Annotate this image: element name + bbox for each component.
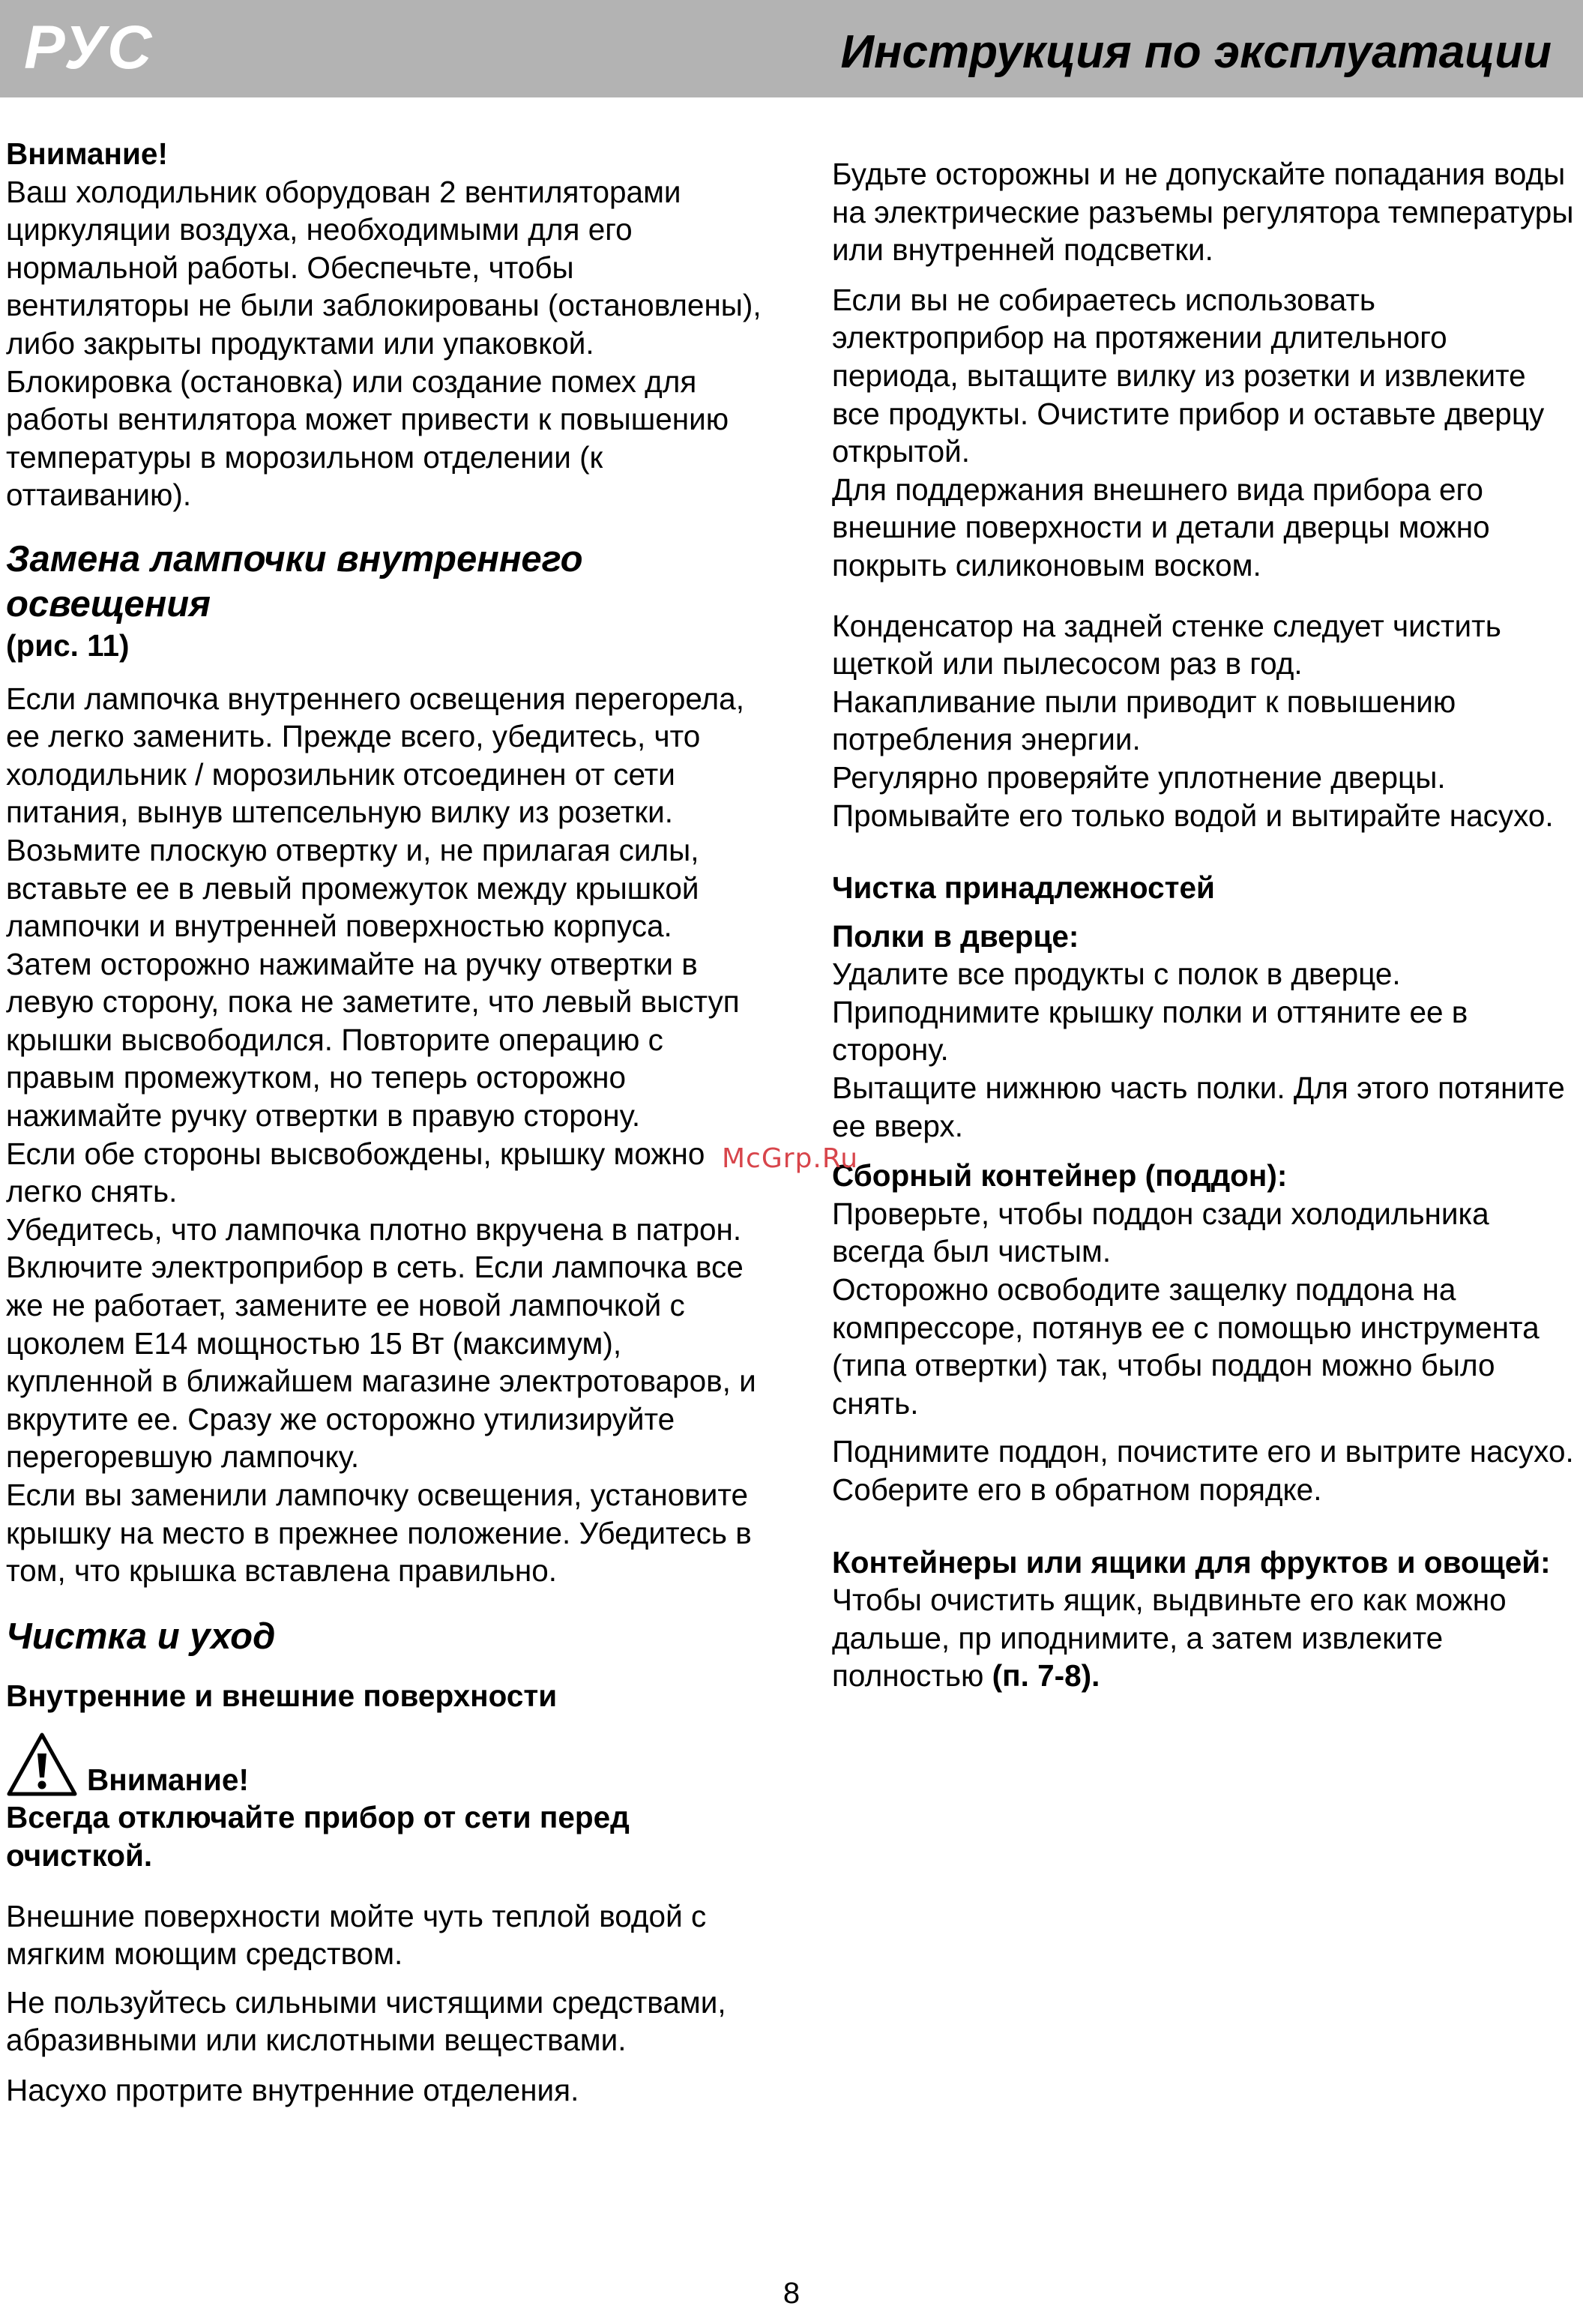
watermark: McGrp.Ru: [722, 1143, 859, 1174]
care-section-heading: Чистка и уход: [6, 1616, 276, 1657]
warning-row: [6, 1731, 763, 1798]
tray-line-2: Осторожно освободите защелку поддона на компрессоре, потянув ее с помощью инструмента (типа отвертки) так, чтобы поддон можно было снять.: [832, 1272, 1540, 1421]
page-number: 8: [783, 2277, 800, 2310]
lamp-paragraph-3: Убедитесь, что лампочка плотно вкручена в патрон. Включите электроприбор в сеть. Если лампочка все же не работает, замените ее новой лампочкой с цоколем E14 мощностью 15 Вт (максимум), купленной в ближайшем магазине электротоваров, и вкрутите ее. Сразу же осторожно утилизируйте перегоревшую лампочку.: [6, 1211, 756, 1475]
bins-paragraph: [832, 1581, 1578, 1695]
dust-paragraph: Накапливание пыли приводит к повышению потребления энергии.: [832, 684, 1456, 757]
outer-surfaces-paragraph: Внешние поверхности мойте чуть теплой водой с мягким моющим средством.: [6, 1898, 707, 1972]
tray-line-3: Поднимите поддон, почистите его и вытрите насухо.: [832, 1434, 1574, 1469]
tray-line-4: Соберите его в обратном порядке.: [832, 1472, 1322, 1507]
door-shelves-line-1: Удалите все продукты с полок в дверце.: [832, 957, 1401, 992]
dry-inside-paragraph: Насухо протрите внутренние отделения.: [6, 2072, 579, 2107]
door-seal-paragraph: Регулярно проверяйте уплотнение дверцы. Промывайте его только водой и вытирайте насухо.: [832, 759, 1554, 833]
bins-figure-ref: (п. 7-8).: [992, 1658, 1100, 1694]
no-harsh-cleaners-paragraph: Не пользуйтесь сильными чистящими средствами, абразивными или кислотными веществами.: [6, 1984, 726, 2058]
warning-triangle-icon: [6, 1731, 78, 1798]
water-warning-paragraph: Будьте осторожны и не допускайте попадания воды на электрические разъемы регулятора температуры или внутренней подсветки.: [832, 157, 1574, 268]
lamp-figure-ref: (рис. 11): [6, 627, 130, 663]
lamp-paragraph-2: Если обе стороны высвобождены, крышку можно легко снять.: [6, 1136, 705, 1209]
surfaces-heading: Внутренние и внешние поверхности: [6, 1678, 558, 1713]
lamp-paragraph-4: Если вы заменили лампочку освещения, установите крышку на место в прежнее положение. Убедитесь в том, что крышка вставлена правильно.: [6, 1478, 752, 1589]
lamp-section-heading: Замена лампочки внутреннего освещения: [6, 538, 583, 624]
tray-line-1: Проверьте, чтобы поддон сзади холодильника всегда был чистым.: [832, 1196, 1489, 1269]
bins-label: Контейнеры или ящики для фруктов и овощей:: [832, 1544, 1551, 1580]
bins-text: Чтобы очистить ящик, выдвиньте его как можно дальше, пр иподнимите, а затем извлеките полностью: [832, 1583, 1507, 1694]
document-title: Инструкция по эксплуатации: [840, 26, 1552, 78]
left-column: [6, 135, 763, 2110]
door-shelves-line-3: Вытащите нижнюю часть полки. Для этого потяните ее вверх.: [832, 1071, 1565, 1143]
door-shelves-line-2: Приподнимите крышку полки и оттяните ее в сторону.: [832, 994, 1468, 1068]
door-shelves-label: Полки в дверце:: [832, 918, 1079, 954]
unused-appliance-paragraph: Если вы не собираетесь использовать электроприбор на протяжении длительного периода, вытащите вилку из розетки и извлеките все продукты. Очистите прибор и оставьте дверцу открытой.: [832, 282, 1545, 469]
tray-label: Сборный контейнер (поддон):: [832, 1158, 1288, 1193]
warning-text: Всегда отключайте прибор от сети перед очисткой.: [6, 1800, 630, 1873]
silicone-wax-paragraph: Для поддержания внешнего вида прибора его внешние поверхности и детали дверцы можно покрыть силиконовым воском.: [832, 472, 1490, 582]
attention-label: Внимание!: [6, 136, 168, 171]
language-code: РУС: [24, 13, 154, 82]
lamp-paragraph-1: Если лампочка внутреннего освещения перегорела, ее легко заменить. Прежде всего, убедитесь, что холодильник / морозильник отсоединен от сети питания, вынув штепсельную вилку из розетки. Возьмите плоскую отвертку и, не прилагая силы, вставьте ее в левый промежуток между крышкой лампочки и внутренней поверхностью корпуса. Затем осторожно нажимайте на ручку отвертки в левую сторону, пока не заметите, что левый выступ крышки высвободился. Повторите операцию с правым промежутком, но теперь осторожно нажимайте ручку отвертки в правую сторону.: [6, 681, 744, 1134]
fans-paragraph: Ваш холодильник оборудован 2 вентиляторами циркуляции воздуха, необходимыми для его нормальной работы. Обеспечьте, чтобы вентиляторы не были заблокированы (остановлены), либо закрыты продуктами или упаковкой. Блокировка (остановка) или создание помех для работы вентилятора может привести к повышению температуры в морозильном отделении (к оттаиванию).: [6, 174, 762, 513]
warning-label: Внимание!: [87, 1762, 249, 1797]
right-column: [832, 155, 1578, 1695]
condenser-paragraph: Конденсатор на задней стенке следует чистить щеткой или пылесосом раз в год.: [832, 608, 1501, 681]
header-bar: [0, 0, 1583, 97]
accessories-heading: Чистка принадлежностей: [832, 870, 1215, 906]
